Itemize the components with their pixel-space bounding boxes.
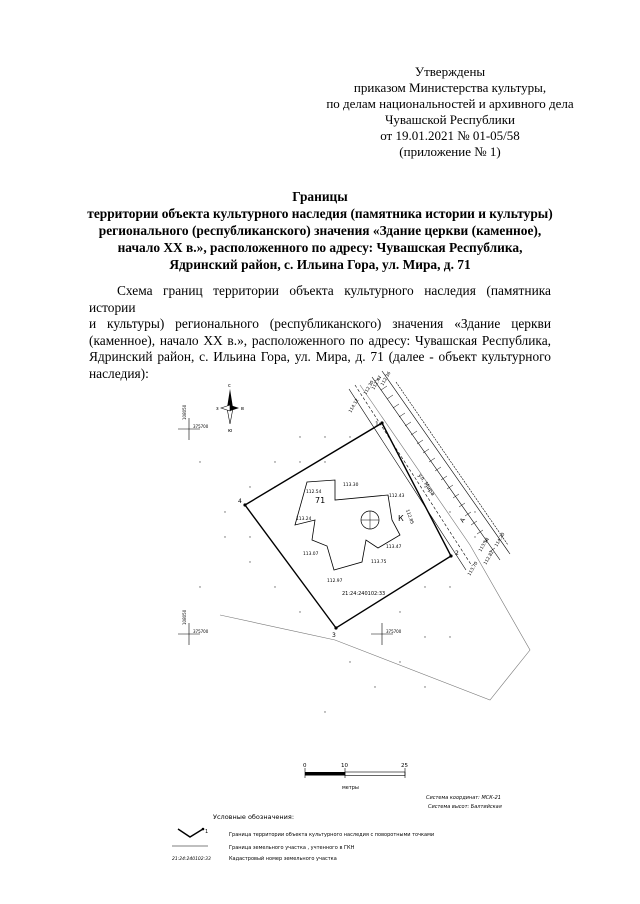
paragraph-line: и культуры) регионального (республиканского) значения «Здание церкви [89, 316, 551, 332]
elevation-mark: 112.47 [371, 375, 384, 391]
point-label-3: 3 [332, 632, 336, 639]
approval-line: приказом Министерства культуры, [353, 80, 547, 95]
approval-line: (приложение № 1) [399, 144, 501, 159]
title-line: Границы [292, 189, 348, 204]
legend-item-text: Кадастровый номер земельного участка [229, 856, 337, 862]
paragraph-line: Схема границ территории объекта культурного наследия (памятника истории [89, 283, 551, 315]
elevation-mark: 112.82 [483, 550, 496, 566]
elevation-marks [296, 371, 507, 584]
elevation-mark: 112.85 [404, 508, 415, 526]
title-line: Ядринский район, с. Ильина Гора, ул. Мира, д. 71 [169, 257, 471, 272]
corner-point-3 [334, 626, 337, 629]
paragraph-line: (каменное), начало XX в.», расположенного по адресу: Чувашская Республика, [89, 332, 551, 348]
scale-bar [303, 763, 408, 791]
grid-label-x-bottom-left: 375700 [193, 629, 209, 634]
paragraph-line: наследия): [89, 365, 149, 381]
corner-point-4 [243, 503, 246, 506]
elevation-mark: 112.30 [363, 380, 376, 396]
scale-label-unit: метры [342, 785, 359, 791]
approval-line: по делам национальностей и архивного дела [326, 96, 574, 111]
elevation-mark: 114.12 [348, 398, 361, 414]
legend-boundary-symbol-icon [178, 829, 203, 837]
grid-dots [199, 436, 475, 712]
cadastral-number-on-plan: 21:24:240102:33 [342, 591, 386, 597]
elevation-mark: 113.75 [371, 560, 387, 565]
elevation-mark: 112.97 [327, 579, 343, 584]
elevation-mark: 114.20 [494, 532, 507, 548]
point-label-4: 4 [238, 498, 242, 505]
compass-east: в [241, 406, 244, 412]
grid-cross-top [178, 418, 200, 440]
elevation-mark: 113.07 [303, 552, 319, 557]
road-label: А [458, 516, 467, 525]
point-label-2: 2 [455, 550, 459, 557]
title-line: территории объекта культурного наследия (памятника истории и культуры) [87, 206, 553, 221]
compass-rose-icon [216, 383, 244, 434]
elevation-mark: 113.58 [478, 537, 491, 553]
corner-point-2 [449, 554, 452, 557]
territory-boundary [245, 423, 451, 628]
corner-point-1 [380, 421, 383, 424]
scale-label-mid: 10 [341, 763, 348, 769]
elevation-mark: 113.24 [296, 517, 312, 522]
elevation-mark: 112.54 [306, 490, 322, 495]
approval-line: Утверждены [414, 64, 486, 79]
elevation-mark: 112.43 [389, 494, 405, 499]
title-line: начало XX в.», расположенного по адресу: Чувашская Республика, [117, 240, 523, 255]
elevation-mark: 113.30 [343, 483, 359, 488]
paragraph-line: Ядринский район, с. Ильина Гора, ул. Мира, д. 71 (далее - объект культурного [89, 349, 551, 365]
height-system: Система высот: Балтийская [428, 804, 502, 810]
grid-cross-bottom-right [371, 623, 393, 645]
approval-line: Чувашской Республики [384, 112, 516, 127]
legend-symbol-label: 1 [205, 829, 209, 835]
scale-label-max: 25 [401, 763, 408, 769]
grid-label-x-bottom-right: 375700 [386, 629, 402, 634]
coordinate-system: Система координат: МСК-21 [426, 795, 501, 801]
grid-label-x-top: 375700 [193, 424, 209, 429]
elevation-mark: 113.70 [467, 561, 480, 577]
grid-cross-bottom-left [178, 623, 200, 645]
compass-north: с [228, 383, 231, 389]
point-label-1: 1 [375, 421, 379, 428]
scale-label-zero: 0 [303, 763, 307, 769]
legend-item-text: Граница территории объекта культурного наследия с поворотными точками [229, 832, 435, 838]
legend-title: Условные обозначения: [213, 813, 295, 821]
approval-line: от 19.01.2021 № 01-05/58 [380, 128, 520, 143]
grid-label-y-bottom-left: 108050 [182, 609, 187, 625]
elevation-mark: 112.36 [380, 371, 393, 387]
grid-label-y-top: 108050 [182, 404, 187, 420]
elevation-mark: 113.47 [386, 545, 402, 550]
building-mark: К [398, 514, 404, 523]
house-number: 71 [315, 496, 326, 505]
street-name: ул. Мира [416, 472, 436, 498]
legend-item-text: Граница земельного участка , учтенного в ГКН [229, 845, 355, 851]
compass-west: з [216, 406, 219, 412]
legend-cadastral-symbol: 21:24:240102:33 [172, 857, 211, 862]
compass-south: ю [228, 428, 233, 434]
title-line: регионального (республиканского) значения «Здание церкви (каменное), [98, 223, 542, 238]
